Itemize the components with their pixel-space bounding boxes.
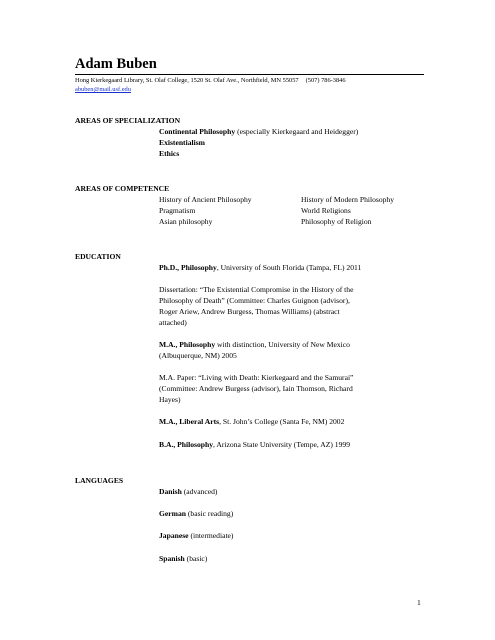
email-link[interactable]: abuben@mail.usf.edu [75,86,131,93]
language-item: German (basic reading) [159,509,234,518]
specialization-heading: AREAS OF SPECIALIZATION [75,116,181,125]
dissertation-line: Philosophy of Death” (Committee: Charles Guignon (advisor), [159,296,350,305]
page-number: 1 [417,598,421,607]
education-entry-cont: (Albuquerque, NM) 2005 [159,351,237,360]
education-entry: B.A., Philosophy, Arizona State University (Tempe, AZ) 1999 [159,440,350,449]
specialization-item: Existentialism [159,138,205,147]
ma-paper-line: (Committee: Andrew Burgess (advisor), Iain Thomson, Richard [159,384,353,393]
competence-item: History of Ancient Philosophy [159,195,252,204]
competence-item: Asian philosophy [159,217,213,226]
education-entry: M.A., Liberal Arts, St. John’s College (Santa Fe, NM) 2002 [159,417,345,426]
competence-item: Philosophy of Religion [301,217,372,226]
specialization-item: Continental Philosophy (especially Kierkegaard and Heidegger) [159,127,359,136]
contact-line [75,77,346,84]
language-item: Spanish (basic) [159,554,208,563]
phone: (507) 786-3846 [305,77,346,84]
competence-item: History of Modern Philosophy [301,195,395,204]
competence-heading: AREAS OF COMPETENCE [75,184,170,193]
dissertation-line: attached) [159,318,187,327]
competence-item: World Religions [301,206,351,215]
ma-paper-line: Hayes) [159,395,181,404]
dissertation-line: Roger Ariew, Andrew Burgess, Thomas Williams) (abstract [159,307,340,316]
dissertation-line: Dissertation: “The Existential Compromise in the History of the [159,285,354,294]
header-rule [75,74,424,75]
specialization-item: Ethics [159,149,180,158]
address: Hong Kierkegaard Library, St. Olaf College, 1520 St. Olaf Ave., Northfield, MN 55057 [75,77,299,84]
competence-item: Pragmatism [159,206,196,215]
languages-heading: LANGUAGES [75,476,124,485]
cv-name: Adam Buben [75,56,157,72]
education-entry: Ph.D., Philosophy, University of South Florida (Tampa, FL) 2011 [159,263,362,272]
ma-paper-line: M.A. Paper: “Living with Death: Kierkegaard and the Samurai” [159,373,354,382]
education-heading: EDUCATION [75,252,121,261]
language-item: Japanese (intermediate) [159,531,234,540]
language-item: Danish (advanced) [159,487,218,496]
education-entry: M.A., Philosophy with distinction, University of New Mexico [159,340,350,349]
